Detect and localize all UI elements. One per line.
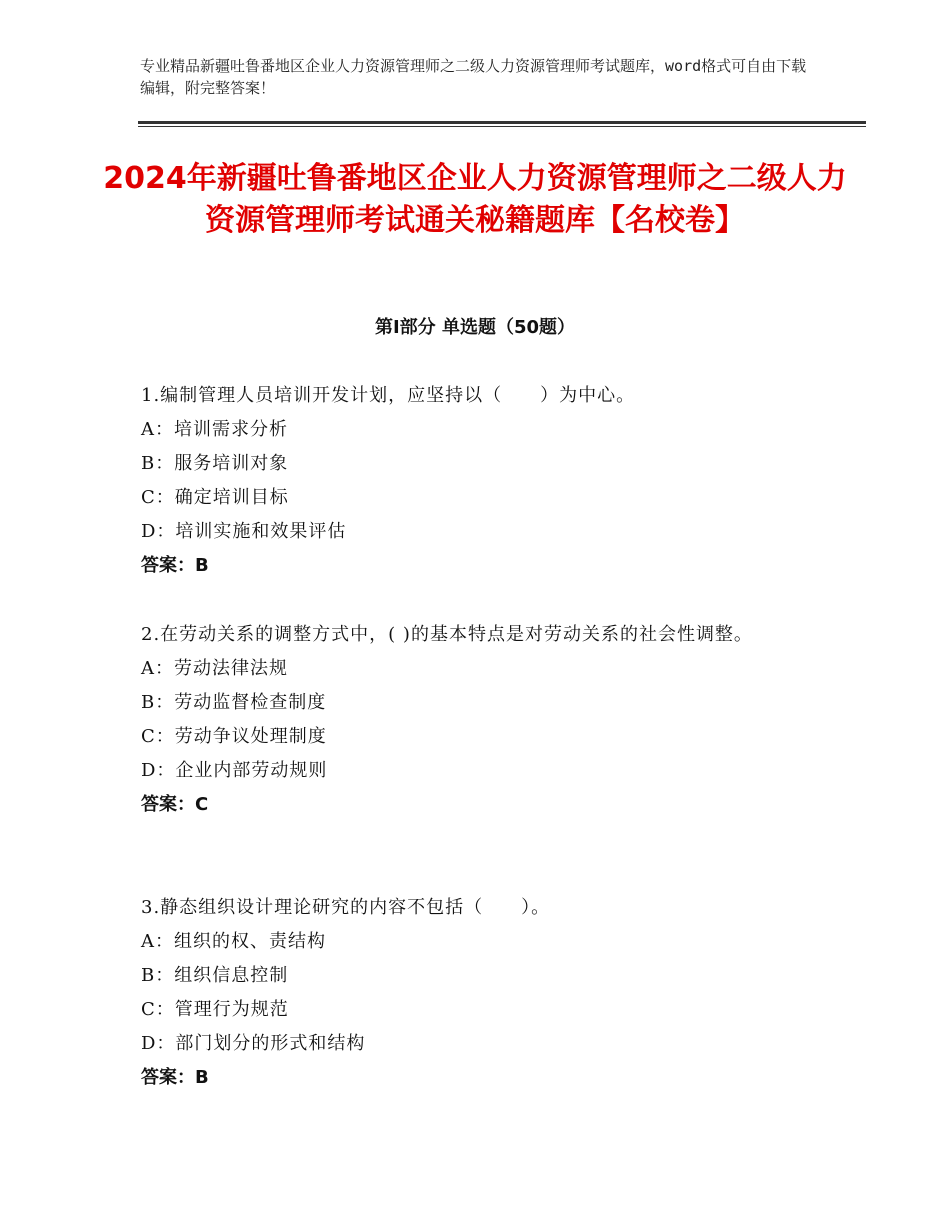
answer: 答案：B [141,1067,209,1088]
question-block-3 [141,891,821,1095]
question-text: 2.在劳动关系的调整方式中，( )的基本特点是对劳动关系的社会性调整。 [141,624,753,645]
question-text: 1.编制管理人员培训开发计划，应坚持以（ ）为中心。 [141,385,636,406]
question-block-1 [141,379,821,583]
option-c: C：确定培训目标 [141,487,289,508]
header-divider-thin [138,126,866,127]
question-text: 3.静态组织设计理论研究的内容不包括（ ）。 [141,897,551,918]
option-a: A：培训需求分析 [141,419,288,440]
answer: 答案：C [141,794,209,815]
document-title: 2024年新疆吐鲁番地区企业人力资源管理师之二级人力资源管理师考试通关秘籍题库【名校卷】 [103,161,847,238]
header-note: 专业精品新疆吐鲁番地区企业人力资源管理师之二级人力资源管理师考试题库，word格式可自由下载编辑，附完整答案！ [140,57,807,97]
option-b: B：劳动监督检查制度 [141,692,327,713]
option-b: B：组织信息控制 [141,965,289,986]
option-d: D：培训实施和效果评估 [141,521,347,542]
option-a: A：劳动法律法规 [141,658,288,679]
option-d: D：企业内部劳动规则 [141,760,328,781]
question-block-2 [141,618,821,822]
answer: 答案：B [141,555,209,576]
header-divider-thick [138,121,866,124]
option-b: B：服务培训对象 [141,453,289,474]
section-heading: 第Ⅰ部分 单选题（50题） [374,317,575,338]
option-d: D：部门划分的形式和结构 [141,1033,366,1054]
option-c: C：劳动争议处理制度 [141,726,327,747]
option-a: A：组织的权、责结构 [141,931,326,952]
option-c: C：管理行为规范 [141,999,289,1020]
